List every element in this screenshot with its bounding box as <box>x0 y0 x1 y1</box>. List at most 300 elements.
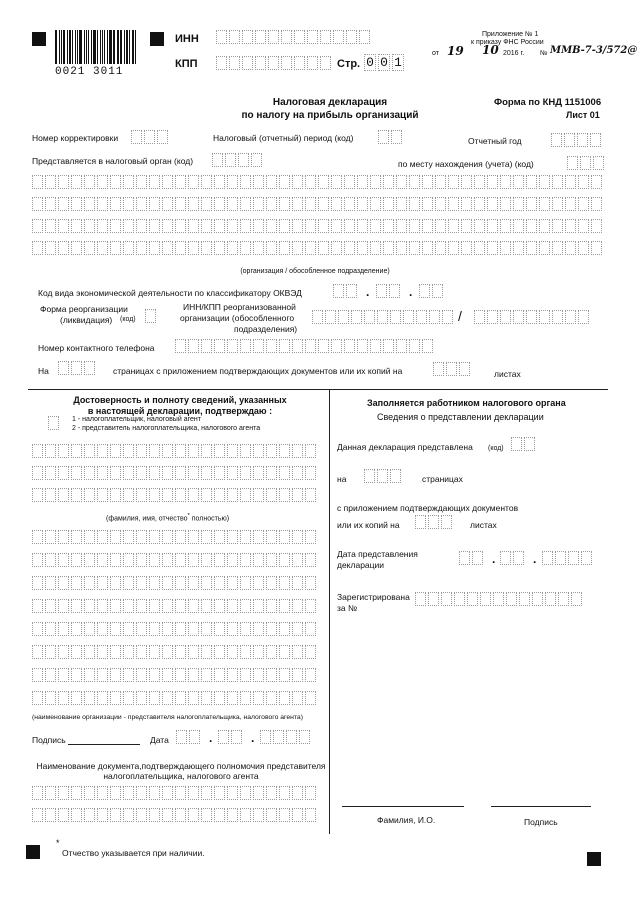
input-cell[interactable] <box>136 175 147 189</box>
input-cell[interactable] <box>110 175 121 189</box>
input-cell[interactable] <box>253 530 264 544</box>
input-cell[interactable] <box>110 466 121 480</box>
org-name-row[interactable] <box>32 219 604 233</box>
input-cell[interactable] <box>58 361 69 375</box>
input-cell[interactable] <box>71 599 82 613</box>
input-cell[interactable] <box>253 786 264 800</box>
input-cell[interactable] <box>266 553 277 567</box>
org-rep-row[interactable] <box>32 599 318 613</box>
input-cell[interactable] <box>474 219 485 233</box>
input-cell[interactable] <box>292 197 303 211</box>
input-cell[interactable] <box>253 599 264 613</box>
input-cell[interactable] <box>162 668 173 682</box>
input-cell[interactable] <box>97 466 108 480</box>
input-cell[interactable] <box>162 786 173 800</box>
input-cell[interactable] <box>253 339 264 353</box>
input-cell[interactable] <box>84 444 95 458</box>
input-cell[interactable] <box>253 645 264 659</box>
input-cell[interactable] <box>162 622 173 636</box>
input-cell[interactable] <box>58 466 69 480</box>
input-cell[interactable] <box>123 175 134 189</box>
input-cell[interactable] <box>305 241 316 255</box>
input-cell[interactable] <box>189 730 200 744</box>
input-cell[interactable] <box>227 576 238 590</box>
input-cell[interactable] <box>97 645 108 659</box>
input-cell[interactable] <box>227 197 238 211</box>
input-cell[interactable] <box>188 808 199 822</box>
input-cell[interactable] <box>149 645 160 659</box>
input-cell[interactable] <box>227 599 238 613</box>
input-cell[interactable] <box>396 339 407 353</box>
input-cell[interactable] <box>383 219 394 233</box>
tax-authority-cells[interactable] <box>212 153 264 167</box>
input-cell[interactable] <box>279 576 290 590</box>
input-cell[interactable] <box>253 553 264 567</box>
input-cell[interactable] <box>253 808 264 822</box>
input-cell[interactable] <box>201 197 212 211</box>
input-cell[interactable] <box>149 622 160 636</box>
input-cell[interactable] <box>461 175 472 189</box>
input-cell[interactable] <box>526 219 537 233</box>
input-cell[interactable] <box>32 197 43 211</box>
input-cell[interactable] <box>214 466 225 480</box>
input-cell[interactable] <box>110 197 121 211</box>
input-cell[interactable] <box>71 197 82 211</box>
input-cell[interactable] <box>58 488 69 502</box>
input-cell[interactable] <box>396 197 407 211</box>
input-cell[interactable] <box>48 416 59 430</box>
input-cell[interactable] <box>123 645 134 659</box>
input-cell[interactable] <box>149 530 160 544</box>
input-cell[interactable] <box>266 219 277 233</box>
input-cell[interactable] <box>294 56 305 70</box>
input-cell[interactable] <box>45 622 56 636</box>
input-cell[interactable] <box>162 219 173 233</box>
input-cell[interactable] <box>97 808 108 822</box>
period-cells[interactable] <box>378 130 404 144</box>
input-cell[interactable] <box>84 361 95 375</box>
input-cell[interactable] <box>136 808 147 822</box>
input-cell[interactable] <box>71 241 82 255</box>
input-cell[interactable] <box>266 175 277 189</box>
input-cell[interactable] <box>123 444 134 458</box>
input-cell[interactable] <box>240 576 251 590</box>
input-cell[interactable] <box>162 645 173 659</box>
input-cell[interactable] <box>227 645 238 659</box>
input-cell[interactable] <box>318 339 329 353</box>
input-cell[interactable] <box>432 284 443 298</box>
input-cell[interactable] <box>123 219 134 233</box>
confirm-code-cell[interactable] <box>48 416 61 430</box>
input-cell[interactable] <box>240 691 251 705</box>
input-cell[interactable] <box>409 197 420 211</box>
input-cell[interactable] <box>253 219 264 233</box>
input-cell[interactable] <box>229 56 240 70</box>
input-cell[interactable] <box>162 175 173 189</box>
input-cell[interactable] <box>71 466 82 480</box>
input-cell[interactable] <box>45 668 56 682</box>
doc-row[interactable] <box>32 786 318 800</box>
input-cell[interactable] <box>467 592 478 606</box>
input-cell[interactable] <box>513 197 524 211</box>
input-cell[interactable] <box>71 645 82 659</box>
input-cell[interactable] <box>487 219 498 233</box>
input-cell[interactable] <box>227 219 238 233</box>
input-cell[interactable] <box>500 241 511 255</box>
input-cell[interactable] <box>123 786 134 800</box>
input-cell[interactable] <box>500 551 511 565</box>
input-cell[interactable] <box>357 175 368 189</box>
input-cell[interactable] <box>188 241 199 255</box>
input-cell[interactable] <box>266 197 277 211</box>
input-cell[interactable] <box>45 808 56 822</box>
input-cell[interactable] <box>448 219 459 233</box>
input-cell[interactable] <box>565 241 576 255</box>
input-cell[interactable] <box>448 241 459 255</box>
input-cell[interactable] <box>279 197 290 211</box>
input-cell[interactable] <box>84 197 95 211</box>
input-cell[interactable] <box>448 175 459 189</box>
input-cell[interactable] <box>370 241 381 255</box>
input-cell[interactable] <box>389 284 400 298</box>
input-cell[interactable] <box>409 219 420 233</box>
input-cell[interactable] <box>305 808 316 822</box>
input-cell[interactable] <box>231 730 242 744</box>
reorg-kpp-cells[interactable] <box>474 310 591 324</box>
input-cell[interactable] <box>292 530 303 544</box>
input-cell[interactable] <box>123 553 134 567</box>
input-cell[interactable] <box>214 622 225 636</box>
input-cell[interactable] <box>578 310 589 324</box>
input-cell[interactable] <box>357 197 368 211</box>
input-cell[interactable] <box>325 310 336 324</box>
input-cell[interactable] <box>357 219 368 233</box>
input-cell[interactable] <box>268 56 279 70</box>
input-cell[interactable] <box>364 310 375 324</box>
input-cell[interactable] <box>279 691 290 705</box>
input-cell[interactable] <box>214 444 225 458</box>
input-cell[interactable] <box>318 197 329 211</box>
input-cell[interactable] <box>513 310 524 324</box>
input-cell[interactable] <box>422 339 433 353</box>
input-cell[interactable] <box>305 339 316 353</box>
input-cell[interactable] <box>45 488 56 502</box>
input-cell[interactable] <box>331 241 342 255</box>
input-cell[interactable] <box>578 241 589 255</box>
input-cell[interactable] <box>123 488 134 502</box>
input-cell[interactable] <box>409 339 420 353</box>
input-cell[interactable] <box>305 691 316 705</box>
date-month-cells[interactable] <box>218 730 244 744</box>
input-cell[interactable] <box>32 786 43 800</box>
input-cell[interactable] <box>487 197 498 211</box>
input-cell[interactable] <box>519 592 530 606</box>
input-cell[interactable] <box>383 197 394 211</box>
input-cell[interactable] <box>149 808 160 822</box>
input-cell[interactable] <box>162 599 173 613</box>
sign-line[interactable] <box>68 744 140 745</box>
input-cell[interactable] <box>214 219 225 233</box>
input-cell[interactable] <box>305 786 316 800</box>
input-cell[interactable] <box>299 730 310 744</box>
input-cell[interactable] <box>513 175 524 189</box>
phone-cells[interactable] <box>175 339 435 353</box>
input-cell[interactable] <box>201 530 212 544</box>
input-cell[interactable] <box>84 175 95 189</box>
input-cell[interactable] <box>279 219 290 233</box>
input-cell[interactable] <box>526 197 537 211</box>
input-cell[interactable] <box>45 444 56 458</box>
input-cell[interactable] <box>292 444 303 458</box>
input-cell[interactable] <box>396 219 407 233</box>
input-cell[interactable] <box>253 488 264 502</box>
input-cell[interactable] <box>175 219 186 233</box>
input-cell[interactable] <box>214 530 225 544</box>
input-cell[interactable] <box>577 133 588 147</box>
right-pages-cells[interactable] <box>364 469 403 483</box>
input-cell[interactable] <box>344 219 355 233</box>
input-cell[interactable] <box>370 219 381 233</box>
input-cell[interactable] <box>506 592 517 606</box>
input-cell[interactable] <box>97 691 108 705</box>
input-cell[interactable] <box>253 197 264 211</box>
input-cell[interactable] <box>513 219 524 233</box>
input-cell[interactable] <box>175 197 186 211</box>
input-cell[interactable] <box>214 197 225 211</box>
input-cell[interactable] <box>149 175 160 189</box>
input-cell[interactable] <box>253 175 264 189</box>
input-cell[interactable] <box>461 197 472 211</box>
input-cell[interactable] <box>214 599 225 613</box>
input-cell[interactable] <box>227 466 238 480</box>
input-cell[interactable] <box>188 197 199 211</box>
input-cell[interactable] <box>71 668 82 682</box>
input-cell[interactable] <box>32 241 43 255</box>
input-cell[interactable] <box>435 241 446 255</box>
org-name-row[interactable] <box>32 175 604 189</box>
input-cell[interactable] <box>391 130 402 144</box>
input-cell[interactable] <box>513 241 524 255</box>
input-cell[interactable] <box>474 197 485 211</box>
input-cell[interactable] <box>58 668 69 682</box>
input-cell[interactable] <box>409 241 420 255</box>
input-cell[interactable] <box>97 175 108 189</box>
input-cell[interactable] <box>435 175 446 189</box>
input-cell[interactable] <box>84 786 95 800</box>
input-cell[interactable] <box>136 645 147 659</box>
input-cell[interactable] <box>383 175 394 189</box>
input-cell[interactable] <box>359 30 370 44</box>
input-cell[interactable] <box>305 219 316 233</box>
input-cell[interactable] <box>71 786 82 800</box>
input-cell[interactable] <box>214 241 225 255</box>
input-cell[interactable] <box>188 553 199 567</box>
input-cell[interactable] <box>571 592 582 606</box>
input-cell[interactable] <box>591 175 602 189</box>
org-rep-row[interactable] <box>32 530 318 544</box>
input-cell[interactable] <box>201 175 212 189</box>
input-cell[interactable] <box>279 241 290 255</box>
input-cell[interactable] <box>242 56 253 70</box>
input-cell[interactable] <box>136 466 147 480</box>
input-cell[interactable] <box>552 241 563 255</box>
input-cell[interactable] <box>266 444 277 458</box>
input-cell[interactable] <box>188 488 199 502</box>
input-cell[interactable] <box>307 56 318 70</box>
input-cell[interactable] <box>32 488 43 502</box>
org-rep-row[interactable] <box>32 553 318 567</box>
input-cell[interactable] <box>123 622 134 636</box>
input-cell[interactable] <box>218 730 229 744</box>
right-sheets-cells[interactable] <box>415 515 454 529</box>
input-cell[interactable] <box>255 56 266 70</box>
input-cell[interactable] <box>157 130 168 144</box>
input-cell[interactable] <box>144 130 155 144</box>
input-cell[interactable] <box>240 175 251 189</box>
location-cells[interactable] <box>567 156 606 170</box>
input-cell[interactable] <box>71 488 82 502</box>
input-cell[interactable] <box>136 599 147 613</box>
input-cell[interactable] <box>214 488 225 502</box>
input-cell[interactable] <box>214 808 225 822</box>
input-cell[interactable] <box>176 730 187 744</box>
input-cell[interactable] <box>145 309 156 323</box>
input-cell[interactable] <box>201 786 212 800</box>
input-cell[interactable] <box>123 466 134 480</box>
input-cell[interactable] <box>253 241 264 255</box>
input-cell[interactable] <box>58 444 69 458</box>
sign-line-right[interactable] <box>491 806 591 807</box>
input-cell[interactable] <box>593 156 604 170</box>
input-cell[interactable] <box>32 808 43 822</box>
okved-cells-3[interactable] <box>419 284 445 298</box>
input-cell[interactable] <box>188 219 199 233</box>
input-cell[interactable] <box>149 197 160 211</box>
input-cell[interactable] <box>175 175 186 189</box>
org-rep-row[interactable] <box>32 622 318 636</box>
input-cell[interactable] <box>279 553 290 567</box>
input-cell[interactable] <box>266 786 277 800</box>
input-cell[interactable] <box>32 553 43 567</box>
input-cell[interactable] <box>318 175 329 189</box>
input-cell[interactable] <box>45 786 56 800</box>
input-cell[interactable] <box>84 576 95 590</box>
input-cell[interactable] <box>493 592 504 606</box>
fio-row[interactable] <box>32 488 318 502</box>
input-cell[interactable] <box>292 622 303 636</box>
input-cell[interactable] <box>376 284 387 298</box>
input-cell[interactable] <box>242 30 253 44</box>
input-cell[interactable] <box>45 553 56 567</box>
input-cell[interactable] <box>377 469 388 483</box>
input-cell[interactable] <box>279 599 290 613</box>
input-cell[interactable] <box>442 310 453 324</box>
input-cell[interactable] <box>136 622 147 636</box>
input-cell[interactable] <box>565 219 576 233</box>
input-cell[interactable] <box>97 576 108 590</box>
input-cell[interactable] <box>214 339 225 353</box>
input-cell[interactable] <box>110 808 121 822</box>
input-cell[interactable] <box>344 339 355 353</box>
input-cell[interactable] <box>266 339 277 353</box>
input-cell[interactable] <box>305 175 316 189</box>
input-cell[interactable] <box>131 130 142 144</box>
input-cell[interactable] <box>227 668 238 682</box>
input-cell[interactable] <box>292 241 303 255</box>
input-cell[interactable] <box>273 730 284 744</box>
input-cell[interactable] <box>216 30 227 44</box>
input-cell[interactable] <box>32 444 43 458</box>
input-cell[interactable] <box>110 668 121 682</box>
input-cell[interactable] <box>422 197 433 211</box>
input-cell[interactable] <box>266 488 277 502</box>
input-cell[interactable] <box>390 469 401 483</box>
input-cell[interactable] <box>227 444 238 458</box>
input-cell[interactable] <box>227 622 238 636</box>
input-cell[interactable] <box>266 241 277 255</box>
input-cell[interactable] <box>551 133 562 147</box>
input-cell[interactable] <box>429 310 440 324</box>
input-cell[interactable] <box>188 444 199 458</box>
input-cell[interactable] <box>162 553 173 567</box>
input-cell[interactable] <box>266 691 277 705</box>
input-cell[interactable] <box>240 553 251 567</box>
input-cell[interactable] <box>162 488 173 502</box>
input-cell[interactable] <box>201 691 212 705</box>
org-rep-row[interactable] <box>32 691 318 705</box>
input-cell[interactable] <box>422 175 433 189</box>
input-cell[interactable] <box>214 576 225 590</box>
input-cell[interactable] <box>567 156 578 170</box>
input-cell[interactable] <box>526 241 537 255</box>
doc-row[interactable] <box>32 808 318 822</box>
input-cell[interactable] <box>136 668 147 682</box>
input-cell[interactable] <box>227 339 238 353</box>
reorg-cells[interactable] <box>145 309 158 323</box>
input-cell[interactable] <box>331 197 342 211</box>
input-cell[interactable] <box>305 488 316 502</box>
input-cell[interactable] <box>71 553 82 567</box>
input-cell[interactable] <box>370 339 381 353</box>
input-cell[interactable] <box>58 599 69 613</box>
input-cell[interactable] <box>201 488 212 502</box>
input-cell[interactable] <box>162 691 173 705</box>
input-cell[interactable] <box>279 339 290 353</box>
input-cell[interactable] <box>351 310 362 324</box>
input-cell[interactable] <box>188 786 199 800</box>
input-cell[interactable] <box>240 645 251 659</box>
input-cell[interactable] <box>500 310 511 324</box>
input-cell[interactable] <box>581 551 592 565</box>
input-cell[interactable] <box>110 786 121 800</box>
input-cell[interactable] <box>266 645 277 659</box>
input-cell[interactable] <box>227 241 238 255</box>
input-cell[interactable] <box>214 175 225 189</box>
input-cell[interactable] <box>84 466 95 480</box>
correction-cells[interactable] <box>131 130 170 144</box>
input-cell[interactable] <box>110 219 121 233</box>
input-cell[interactable] <box>110 444 121 458</box>
input-cell[interactable] <box>383 339 394 353</box>
input-cell[interactable] <box>175 668 186 682</box>
input-cell[interactable] <box>71 219 82 233</box>
input-cell[interactable] <box>58 645 69 659</box>
input-cell[interactable] <box>305 622 316 636</box>
input-cell[interactable] <box>580 156 591 170</box>
input-cell[interactable] <box>58 691 69 705</box>
input-cell[interactable] <box>266 576 277 590</box>
input-cell[interactable] <box>175 599 186 613</box>
